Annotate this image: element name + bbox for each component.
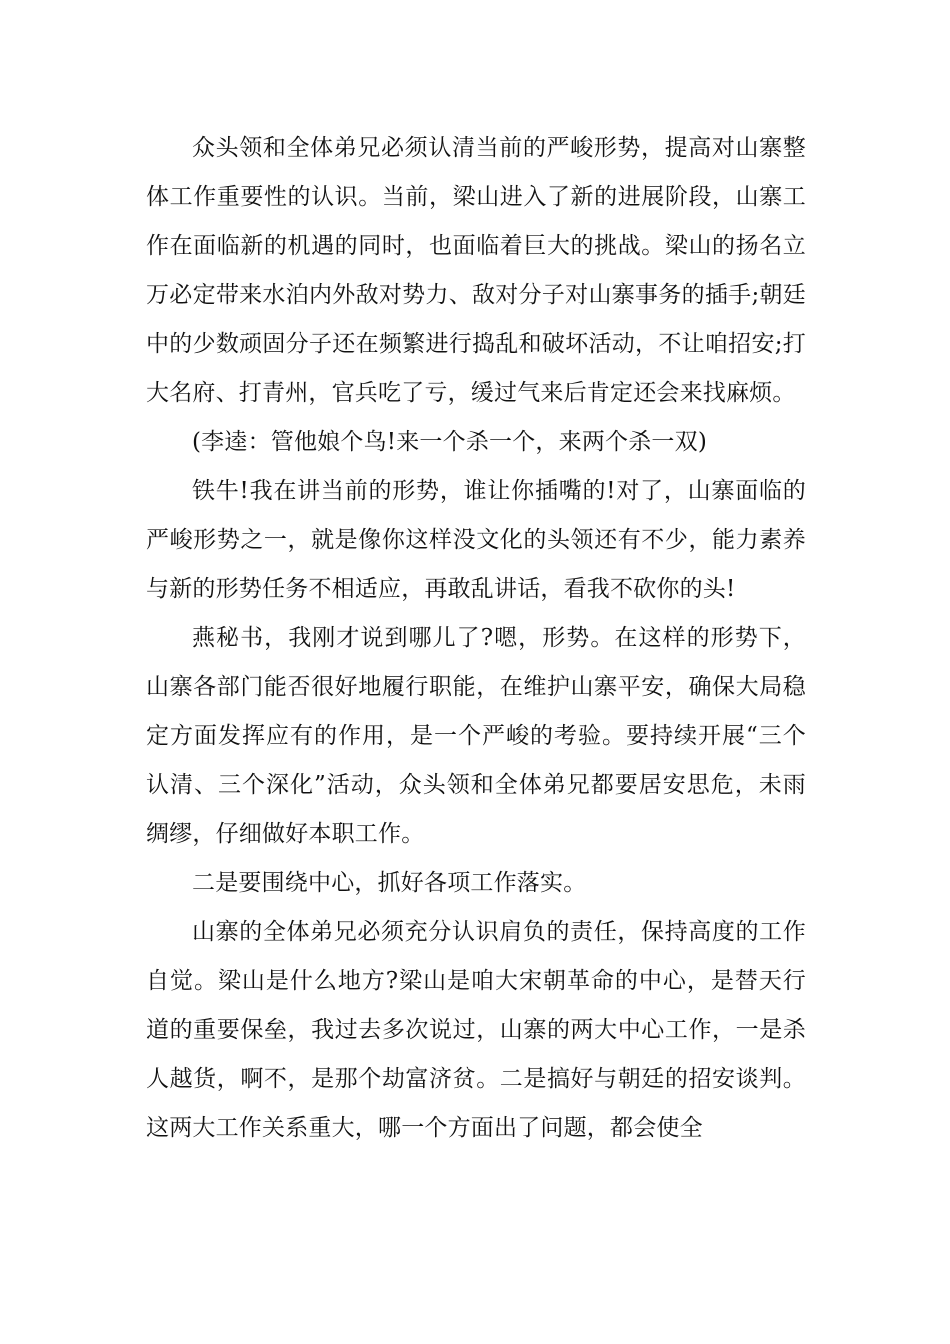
- paragraph-6: 山寨的全体弟兄必须充分认识肩负的责任，保持高度的工作自觉。梁山是什么地方?梁山是咱大宋朝革命的中心，是替天行道的重要保垒，我过去多次说过，山寨的两大中心工作，一是杀人越货，啊不，是那个劫富济贫。二是搞好与朝廷的招安谈判。这两大工作关系重大，哪一个方面出了问题，都会使全: [146, 919, 806, 1141]
- paragraph-5: 二是要围绕中心，抓好各项工作落实。: [192, 870, 587, 896]
- paragraph-1: 众头领和全体弟兄必须认清当前的严峻形势，提高对山寨整体工作重要性的认识。当前，梁山进入了新的进展阶段，山寨工作在面临新的机遇的同时，也面临着巨大的挑战。梁山的扬名立万必定带来水泊内外敌对势力、敌对分子对山寨事务的插手;朝廷中的少数顽固分子还在频繁进行捣乱和破坏活动，不让咱招安;打大名府、打青州，官兵吃了亏，缓过气来后肯定还会来找麻烦。: [146, 135, 806, 406]
- paragraph-4: 燕秘书，我刚才说到哪儿了?嗯，形势。在这样的形势下，山寨各部门能否很好地履行职能，在维护山寨平安，确保大局稳定方面发挥应有的作用，是一个严峻的考验。要持续开展“三个认清、三个深化”活动，众头领和全体弟兄都要居安思危，未雨绸缪，仔细做好本职工作。: [146, 625, 806, 847]
- document-body: [146, 124, 806, 1153]
- paragraph-3: 铁牛!我在讲当前的形势，谁让你插嘴的!对了，山寨面临的严峻形势之一，就是像你这样没文化的头领还有不少，能力素养与新的形势任务不相适应，再敢乱讲话，看我不砍你的头!: [146, 478, 806, 602]
- paragraph-2: (李逵：管他娘个鸟!来一个杀一个，来两个杀一双): [192, 429, 707, 455]
